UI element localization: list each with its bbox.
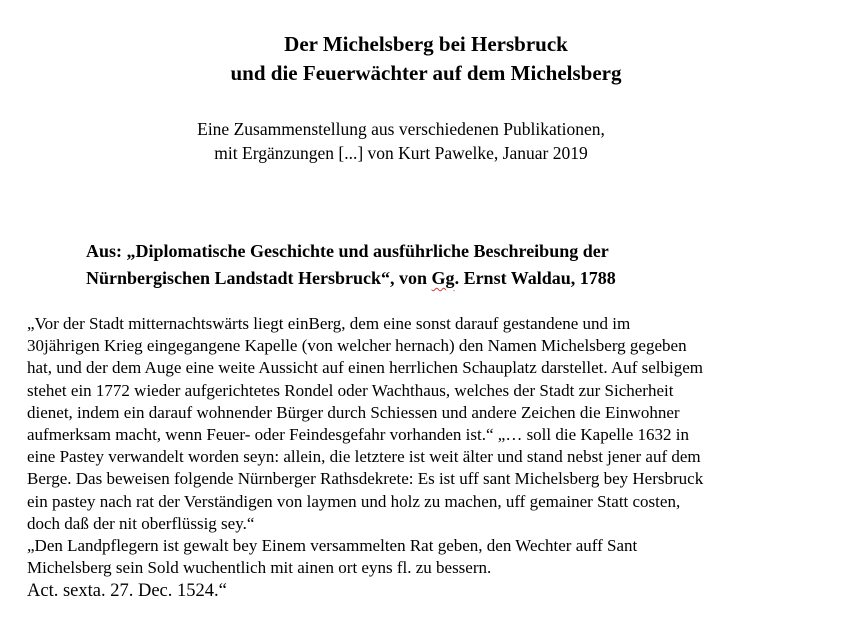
source-citation xyxy=(86,238,826,292)
body-line: 30jährigen Krieg eingegangene Kapelle (von welcher hernach) den Namen Michelsberg gegeben xyxy=(27,336,687,356)
subtitle-line-2: mit Ergänzungen [...] von Kurt Pawelke, Januar 2019 xyxy=(214,143,588,163)
body-line: aufmerksam macht, wenn Feuer- oder Feindesgefahr vorhanden ist.“ „… soll die Kapelle 1632 in xyxy=(27,425,689,445)
quoted-text-body xyxy=(27,313,827,603)
act-reference: Act. sexta. 27. Dec. 1524.“ xyxy=(27,581,227,602)
subtitle-line-1: Eine Zusammenstellung aus verschiedenen Publikationen, xyxy=(197,119,605,139)
document-subtitle xyxy=(0,117,802,165)
body-line: „Den Landpflegern ist gewalt bey Einem versammelten Rat geben, den Wechter auff Sant xyxy=(27,536,638,556)
body-line: Berge. Das beweisen folgende Nürnberger Rathsdekrete: Es ist uff sant Michelsberg bey Hersbruck xyxy=(27,469,704,489)
document-title xyxy=(0,30,852,88)
body-line: hat, und der dem Auge eine weite Aussicht auf einen herrlichen Schauplatz darstellet. Auf selbigem xyxy=(27,358,704,378)
source-line-2-start: Nürnbergischen Landstadt Hersbruck“, von xyxy=(86,268,432,288)
title-line-1: Der Michelsberg bei Hersbruck xyxy=(284,32,568,56)
body-line: ein pastey nach rat der Verständigen von laymen und holz zu machen, uff gemainer Statt costen, xyxy=(27,491,681,511)
body-line: dienet, indem ein darauf wohnender Bürger durch Schiessen und andere Zeichen die Einwohner xyxy=(27,402,680,422)
source-line-1: Aus: „Diplomatische Geschichte und ausführliche Beschreibung der xyxy=(86,241,609,261)
source-line-2-end: . Ernst Waldau, 1788 xyxy=(454,268,616,288)
body-line: Michelsberg sein Sold wuchentlich mit ainen ort eyns fl. zu bessern. xyxy=(27,558,492,578)
body-line: doch daß der nit oberflüssig sey.“ xyxy=(27,513,255,533)
body-line: „Vor der Stadt mitternachtswärts liegt einBerg, dem eine sonst darauf gestandene und im xyxy=(27,314,631,333)
body-line: eine Pastey verwandelt worden seyn: allein, die letztere ist weit älter und stand nebst jener auf dem xyxy=(27,447,701,467)
spellcheck-flagged-word: Gg xyxy=(431,268,455,288)
body-line: stehet ein 1772 wieder aufgerichtetes Rondel oder Wachthaus, welches der Stadt zur Sicherheit xyxy=(27,380,674,400)
source-line-2 xyxy=(86,265,826,292)
title-line-2: und die Feuerwächter auf dem Michelsberg xyxy=(230,61,622,85)
